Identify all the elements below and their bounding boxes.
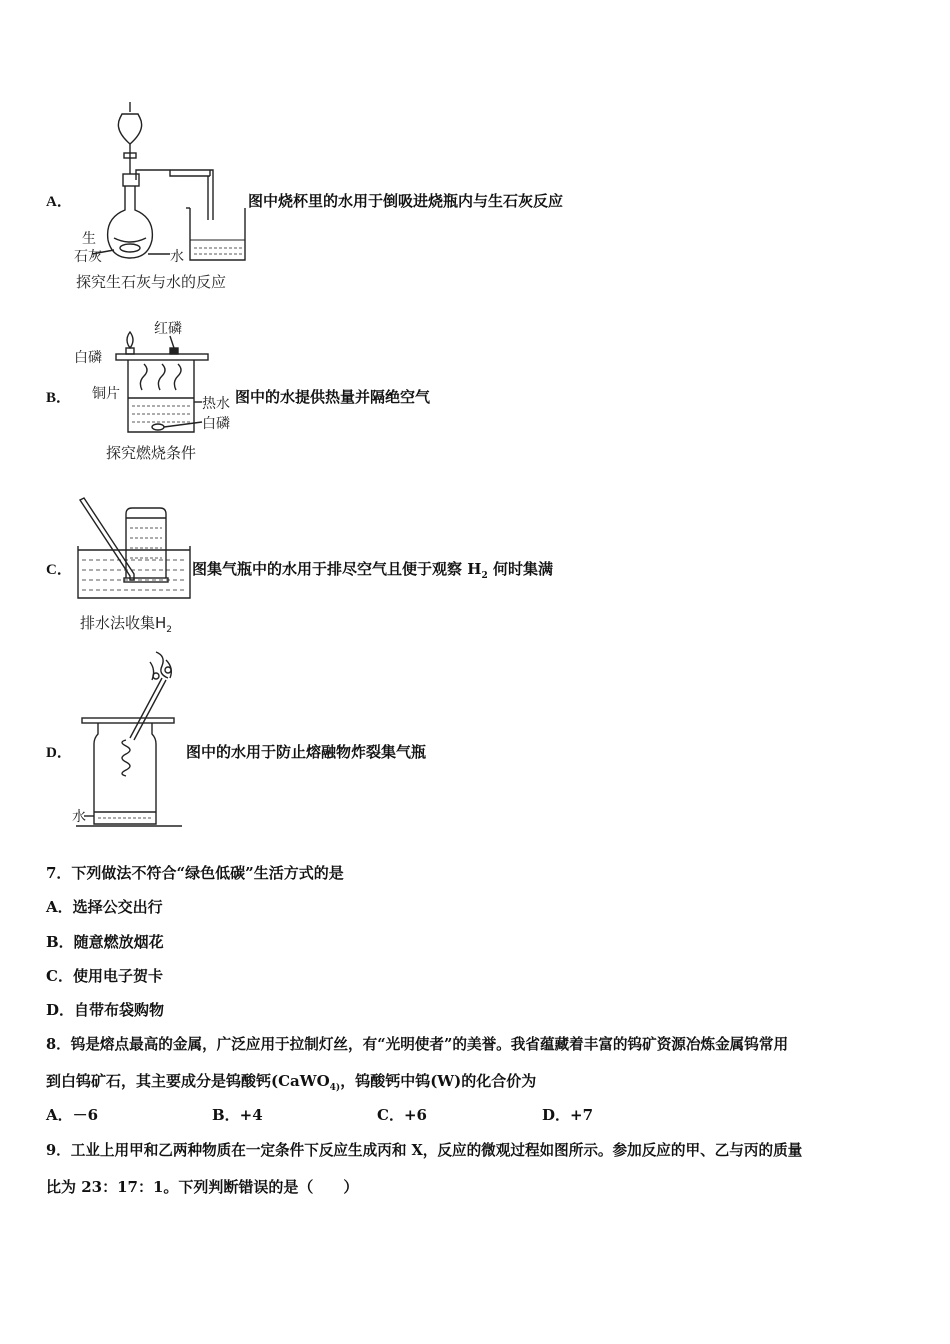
choice-b: B．随意燃放烟花: [46, 933, 164, 951]
question-stem-line-2: 比为 23：17：1。下列判断错误的是（ ）: [46, 1178, 359, 1196]
option-text: 图中的水提供热量并隔绝空气: [235, 388, 431, 406]
question-stem-line-2: 到白钨矿石，其主要成分是钨酸钙(CaWO$_{4)}$，钨酸钙中钨(W)的化合价为: [46, 1072, 537, 1093]
choice-d: D．自带布袋购物: [46, 1001, 165, 1019]
option-letter: B．: [46, 390, 72, 406]
label-water: 水: [170, 249, 184, 265]
option-letter: A．: [46, 194, 72, 210]
figure-caption: 排水法收集$H_2$: [80, 614, 173, 635]
choice-a: A．选择公交出行: [46, 898, 163, 916]
option-letter: D．: [46, 745, 72, 761]
option-text: 图中烧杯里的水用于倒吸进烧瓶内与生石灰反应: [248, 192, 564, 210]
choice-b: B．+4: [212, 1106, 263, 1124]
figure-caption: 探究生石灰与水的反应: [76, 273, 227, 291]
choice-c: C．使用电子贺卡: [46, 967, 163, 985]
option-text: 图中的水用于防止熔融物炸裂集气瓶: [186, 743, 427, 761]
choice-a: A．－6: [46, 1106, 99, 1124]
option-text: 图集气瓶中的水用于排尽空气且便于观察 $H_2$ 何时集满: [192, 560, 553, 581]
label-water: 水: [72, 809, 86, 825]
label-red-phosphorus: 红磷: [154, 321, 182, 337]
label-white-phosphorus: 白磷: [74, 350, 102, 366]
question-stem-line-1: 8．钨是熔点最高的金属，广泛应用于拉制灯丝，有“光明使者”的美誉。我省蕴藏着丰富的钨矿资源冶炼金属钨常用: [46, 1036, 789, 1053]
choice-c: C．+6: [377, 1106, 427, 1124]
question-stem: 7．下列做法不符合“绿色低碳”生活方式的是: [46, 864, 344, 882]
water-displacement-icon: [74, 498, 194, 603]
option-letter: C．: [46, 562, 72, 578]
choice-d: D．+7: [542, 1106, 594, 1124]
flask-apparatus-icon: [70, 100, 260, 265]
label-white-phosphorus-2: 白磷: [202, 416, 230, 432]
figure-caption: 探究燃烧条件: [106, 444, 197, 462]
question-stem-line-1: 9．工业上用甲和乙两种物质在一定条件下反应生成丙和 X，反应的微观过程如图所示。参加反应的甲、乙与丙的质量: [46, 1142, 803, 1159]
label-shihui: 石灰: [74, 249, 102, 265]
label-hot-water: 热水: [202, 396, 230, 412]
iron-burning-bottle-icon: [70, 648, 190, 833]
label-copper-plate: 铜片: [92, 386, 120, 402]
label-sheng: 生: [82, 231, 96, 247]
